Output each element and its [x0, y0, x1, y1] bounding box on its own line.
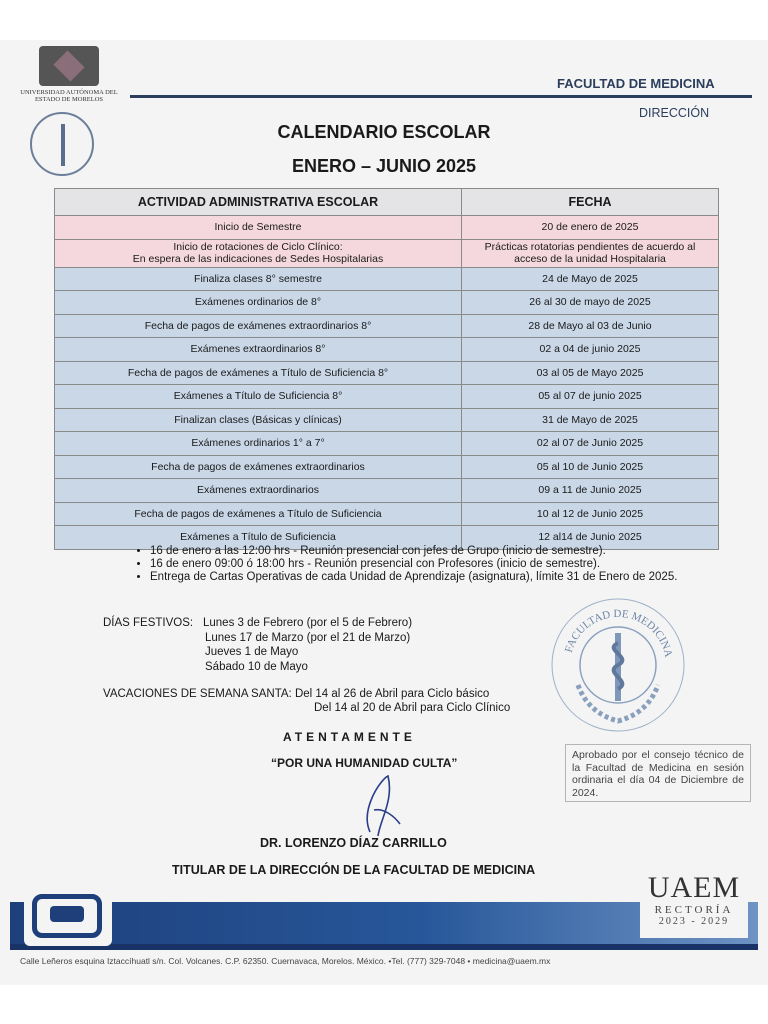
document-subtitle: ENERO – JUNIO 2025	[291, 156, 477, 176]
faculty-seal-icon	[548, 595, 688, 735]
table-row	[55, 314, 719, 338]
table-header-row	[55, 189, 719, 216]
activity-cell: Fecha de pagos de exámenes extraordinarios 8°	[55, 314, 462, 338]
glyph-logo-icon	[24, 886, 112, 946]
activity-cell: Exámenes ordinarios 1° a 7°	[55, 432, 462, 456]
date-line: acceso de la unidad Hospitalaria	[514, 253, 666, 265]
uaem-logo-sub: RECTORÍA	[654, 904, 734, 916]
activity-cell: Exámenes extraordinarios 8°	[55, 338, 462, 362]
uaem-logo	[640, 872, 748, 938]
table-row	[55, 479, 719, 503]
seal-text: FACULTAD DE MEDICINA	[562, 607, 675, 659]
activity-cell: Exámenes a Título de Suficiencia 8°	[55, 385, 462, 409]
note-item: • 16 de enero a las 12:00 hrs - Reunión presencial con jefes de Grupo (inicio de semestre).	[150, 545, 690, 558]
table-row	[55, 385, 719, 409]
holiday-date: Jueves 1 de Mayo	[205, 646, 299, 658]
calendar-table	[54, 188, 719, 550]
university-logo	[14, 46, 124, 103]
footer-address: Calle Leñeros esquina Iztaccíhuatl s/n. Col. Volcanes. C.P. 62350. Cuernavaca, Morelos. México. •Tel. (777) 329-7048 • medicina@uaem.mx	[20, 956, 551, 966]
activity-cell: Fecha de pagos de exámenes extraordinarios	[55, 455, 462, 479]
holiday-date: Sábado 10 de Mayo	[205, 660, 308, 673]
activity-line: En espera de las indicaciones de Sedes Hospitalarias	[132, 253, 384, 265]
table-row	[55, 432, 719, 456]
activity-cell	[55, 239, 462, 267]
holidays-label: DÍAS FESTIVOS:	[103, 617, 194, 629]
vacation-basic: Del 14 al 26 de Abril para Ciclo básico	[294, 688, 490, 700]
table-row	[55, 291, 719, 315]
date-cell: 31 de Mayo de 2025	[462, 408, 719, 432]
holiday-date: Lunes 3 de Febrero (por el 5 de Febrero)	[203, 617, 413, 629]
date-cell: 24 de Mayo de 2025	[462, 267, 719, 291]
approval-note: Aprobado por el consejo técnico de la Facultad de Medicina en sesión ordinaria el día 04 de Diciembre de 2024.	[565, 744, 751, 802]
closing-regards: ATENTAMENTE	[283, 730, 416, 744]
activity-cell: Exámenes ordinarios de 8°	[55, 291, 462, 315]
date-cell: 05 al 07 de junio 2025	[462, 385, 719, 409]
banner-stripe	[10, 944, 758, 950]
table-row	[55, 239, 719, 267]
table-row	[55, 267, 719, 291]
date-cell: 12 al14 de Junio 2025	[462, 526, 719, 550]
faculty-name: FACULTAD DE MEDICINA	[557, 76, 715, 91]
column-header-date: FECHA	[462, 189, 719, 216]
office-name: DIRECCIÓN	[639, 106, 710, 120]
column-header-activity: ACTIVIDAD ADMINISTRATIVA ESCOLAR	[55, 189, 462, 216]
date-cell: 02 a 04 de junio 2025	[462, 338, 719, 362]
activity-cell: Inicio de Semestre	[55, 216, 462, 240]
activity-cell: Fecha de pagos de exámenes a Título de Suficiencia	[55, 502, 462, 526]
activity-cell: Finalizan clases (Básicas y clínicas)	[55, 408, 462, 432]
date-cell: 03 al 05 de Mayo 2025	[462, 361, 719, 385]
table-row	[55, 338, 719, 362]
document-page	[0, 40, 768, 985]
date-cell: 09 a 11 de Junio 2025	[462, 479, 719, 503]
date-cell: 02 al 07 de Junio 2025	[462, 432, 719, 456]
table-row	[55, 361, 719, 385]
table-row	[55, 502, 719, 526]
date-cell: 10 al 12 de Junio 2025	[462, 502, 719, 526]
date-cell: 28 de Mayo al 03 de Junio	[462, 314, 719, 338]
vacation-section	[103, 687, 510, 715]
uaem-logo-name: UAEM	[647, 871, 741, 904]
date-cell: 26 al 30 de mayo de 2025	[462, 291, 719, 315]
vacation-clinical: Del 14 al 20 de Abril para Ciclo Clínico	[314, 702, 511, 714]
note-item: • 16 de enero 09:00 ó 18:00 hrs - Reunión presencial con Profesores (inicio de semestre).	[150, 558, 690, 571]
document-title: CALENDARIO ESCOLAR	[277, 122, 491, 142]
table-row	[55, 455, 719, 479]
notes-list	[130, 545, 690, 584]
activity-line: Inicio de rotaciones de Ciclo Clínico:	[173, 241, 343, 253]
date-line: Prácticas rotatorias pendientes de acuerdo al	[484, 241, 696, 253]
signer-role: TITULAR DE LA DIRECCIÓN DE LA FACULTAD DE MEDICINA	[172, 863, 536, 877]
closing-motto: “POR UNA HUMANIDAD CULTA”	[271, 756, 458, 770]
date-cell: 20 de enero de 2025	[462, 216, 719, 240]
activity-cell: Finaliza clases 8° semestre	[55, 267, 462, 291]
table-row	[55, 216, 719, 240]
activity-cell: Exámenes a Título de Suficiencia	[55, 526, 462, 550]
uaem-logo-years: 2023 - 2029	[658, 916, 730, 927]
header-divider	[130, 95, 752, 98]
holidays-section	[103, 616, 412, 674]
table-row	[55, 408, 719, 432]
activity-cell: Fecha de pagos de exámenes a Título de Suficiencia 8°	[55, 361, 462, 385]
holiday-date: Lunes 17 de Marzo (por el 21 de Marzo)	[205, 631, 411, 644]
vacation-label: VACACIONES DE SEMANA SANTA:	[103, 688, 292, 700]
university-name: UNIVERSIDAD AUTÓNOMA DEL ESTADO DE MORELOS	[20, 89, 118, 103]
note-item: • Entrega de Cartas Operativas de cada Unidad de Aprendizaje (asignatura), límite 31 de Enero de 2025.	[150, 571, 690, 584]
signer-name: DR. LORENZO DÍAZ CARRILLO	[260, 836, 447, 850]
date-cell	[462, 239, 719, 267]
date-cell: 05 al 10 de Junio 2025	[462, 455, 719, 479]
signature-icon	[350, 770, 420, 840]
activity-cell: Exámenes extraordinarios	[55, 479, 462, 503]
university-crest-icon	[39, 46, 99, 86]
